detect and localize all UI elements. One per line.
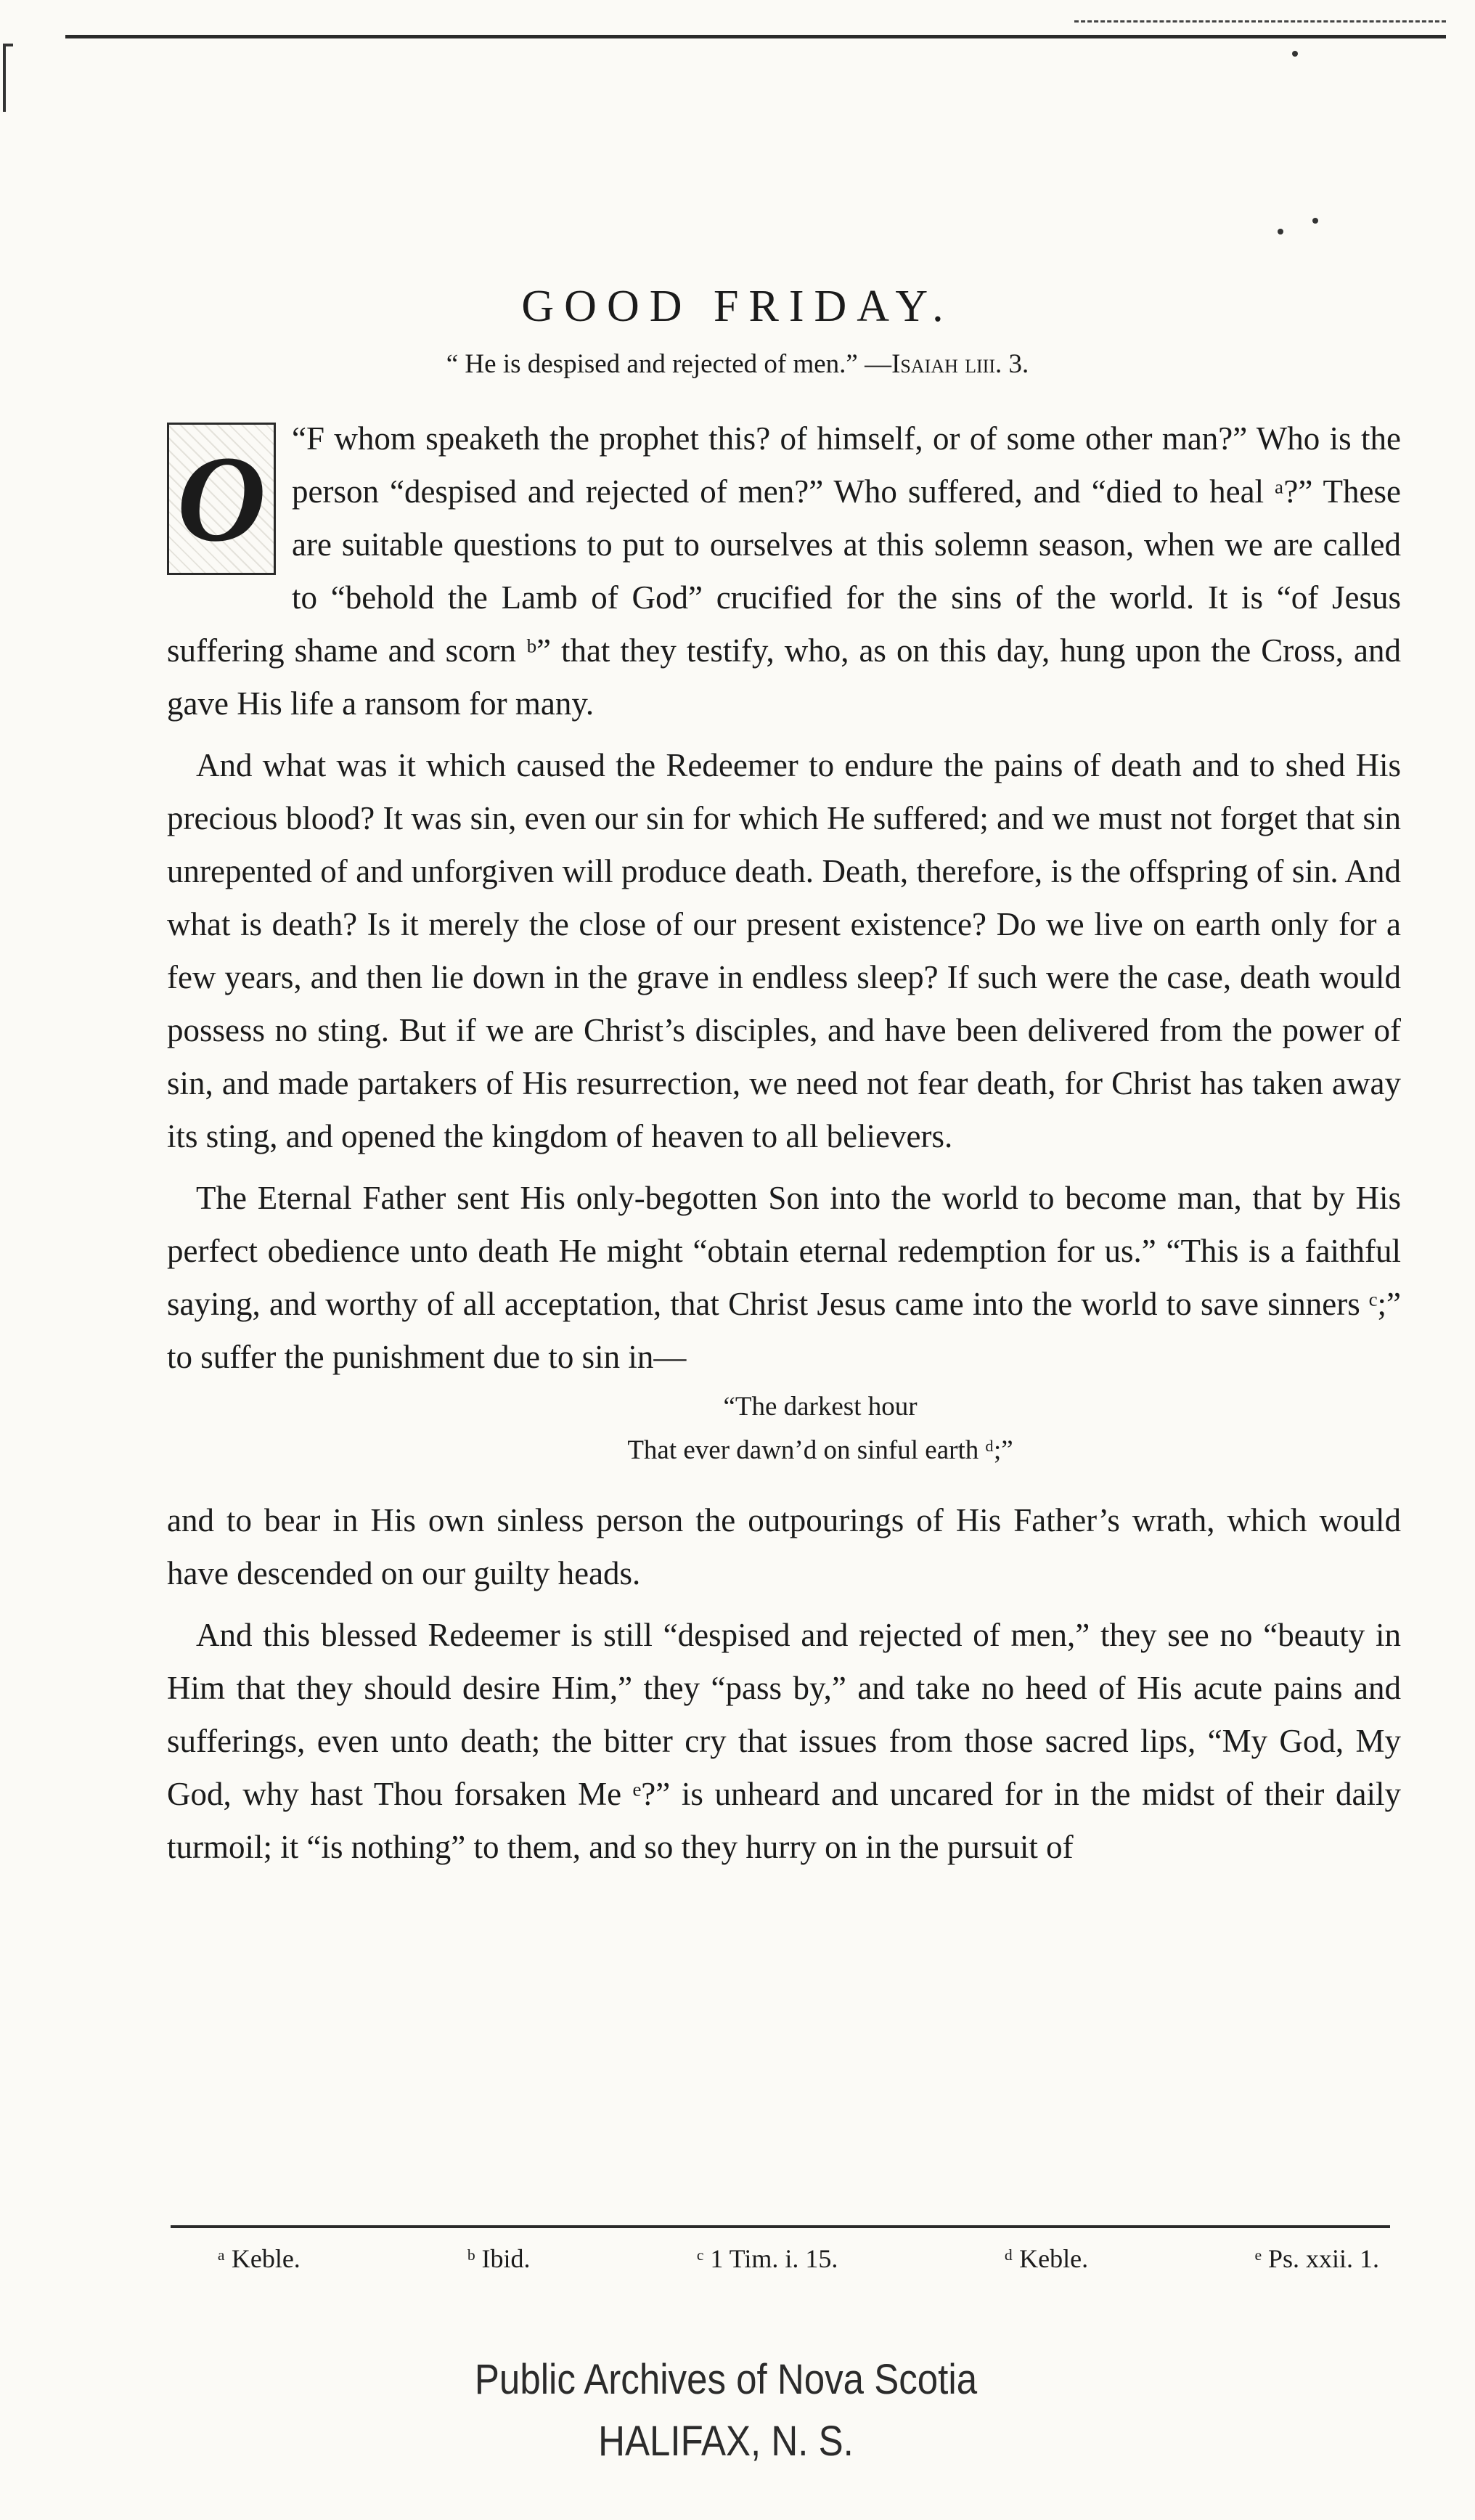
- paragraph-2: And what was it which caused the Redeemer to endure the pains of death and to shed His precious blood? It was sin, even our sin for which He suffered; and we must not forget that sin unrepented of and unforgiven will produce death. Death, therefore, is the offspring of sin. And what is death? Is it merely the close of our present existence? Do we live on earth only for a few years, and then lie down in the grave in endless sleep? If such were the case, death would possess no sting. But if we are Christ’s disciples, and have been delivered from the power of sin, and made partakers of His resurrection, we need not fear death, for Christ has taken away its sting, and opened the kingdom of heaven to all believers.: [167, 747, 1401, 1154]
- top-rule: [65, 35, 1446, 38]
- poem-line-1: “The darkest hour: [723, 1392, 918, 1422]
- paragraph-continuation: and to bear in His own sinless person the outpourings of His Father’s wrath, which would have descended on our guilty heads.: [167, 1502, 1401, 1591]
- epigraph-quote: “ He is despised and rejected of men.”: [446, 349, 858, 379]
- article-body: [167, 412, 1401, 1883]
- epigraph-reference: —Isaiah liii. 3.: [865, 349, 1029, 379]
- epigraph: [0, 348, 1475, 380]
- paragraph-1: [167, 412, 1401, 730]
- page-title: GOOD FRIDAY.: [521, 281, 954, 331]
- speck: [1292, 51, 1298, 57]
- paragraph-4: And this blessed Redeemer is still “despised and rejected of men,” they see no “beauty in Him that they should desire Him,” they “pass by,” and take no heed of His acute pains and sufferings, even unto death; the bitter cry that issues from those sacred lips, “My God, My God, why hast Thou forsaken Me ᵉ?” is unheard and uncared for in the midst of their daily turmoil; it “is nothing” to them, and so they hurry on in the pursuit of: [167, 1617, 1401, 1865]
- footnote-c: ᶜ 1 Tim. i. 15.: [697, 2244, 838, 2273]
- footnote-b: ᵇ Ibid.: [467, 2244, 531, 2273]
- footnotes: [218, 2243, 1379, 2274]
- archive-stamp: [406, 2349, 1045, 2472]
- speck: [1278, 229, 1283, 235]
- footnote-rule: [171, 2225, 1390, 2228]
- footnote-e: ᵉ Ps. xxii. 1.: [1254, 2244, 1379, 2273]
- page-edge-mark: [3, 44, 13, 112]
- top-dashed-rule: [1074, 20, 1446, 23]
- stamp-line-2: HALIFAX, N. S.: [598, 2418, 854, 2465]
- stamp-line-1: Public Archives of Nova Scotia: [474, 2356, 978, 2403]
- footnote-d: ᵈ Keble.: [1004, 2244, 1089, 2273]
- poem-line-2: That ever dawn’d on sinful earth ᵈ;”: [627, 1435, 1013, 1465]
- footnote-a: ᵃ Keble.: [218, 2244, 301, 2273]
- paragraph-1-text: “F whom speaketh the prophet this? of himself, or of some other man?” Who is the person “despised and rejected of men?” Who suffered, and “died to heal ᵃ?” These are suitable questions to put to ourselves at this solemn season, when we are called to “behold the Lamb of God” crucified for the sins of the world. It is “of Jesus suffering shame and scorn ᵇ” that they testify, who, as on this day, hung upon the Cross, and gave His life a ransom for many.: [167, 420, 1401, 722]
- poem-quote: [167, 1385, 1401, 1472]
- paragraph-3: The Eternal Father sent His only-begotten Son into the world to become man, that by His perfect obedience unto death He might “obtain eternal redemption for us.” “This is a faithful saying, and worthy of all acceptation, that Christ Jesus came into the world to save sinners ᶜ;” to suffer the punishment due to sin in—: [167, 1180, 1401, 1375]
- ornamental-initial: O: [167, 423, 276, 575]
- speck: [1312, 218, 1318, 224]
